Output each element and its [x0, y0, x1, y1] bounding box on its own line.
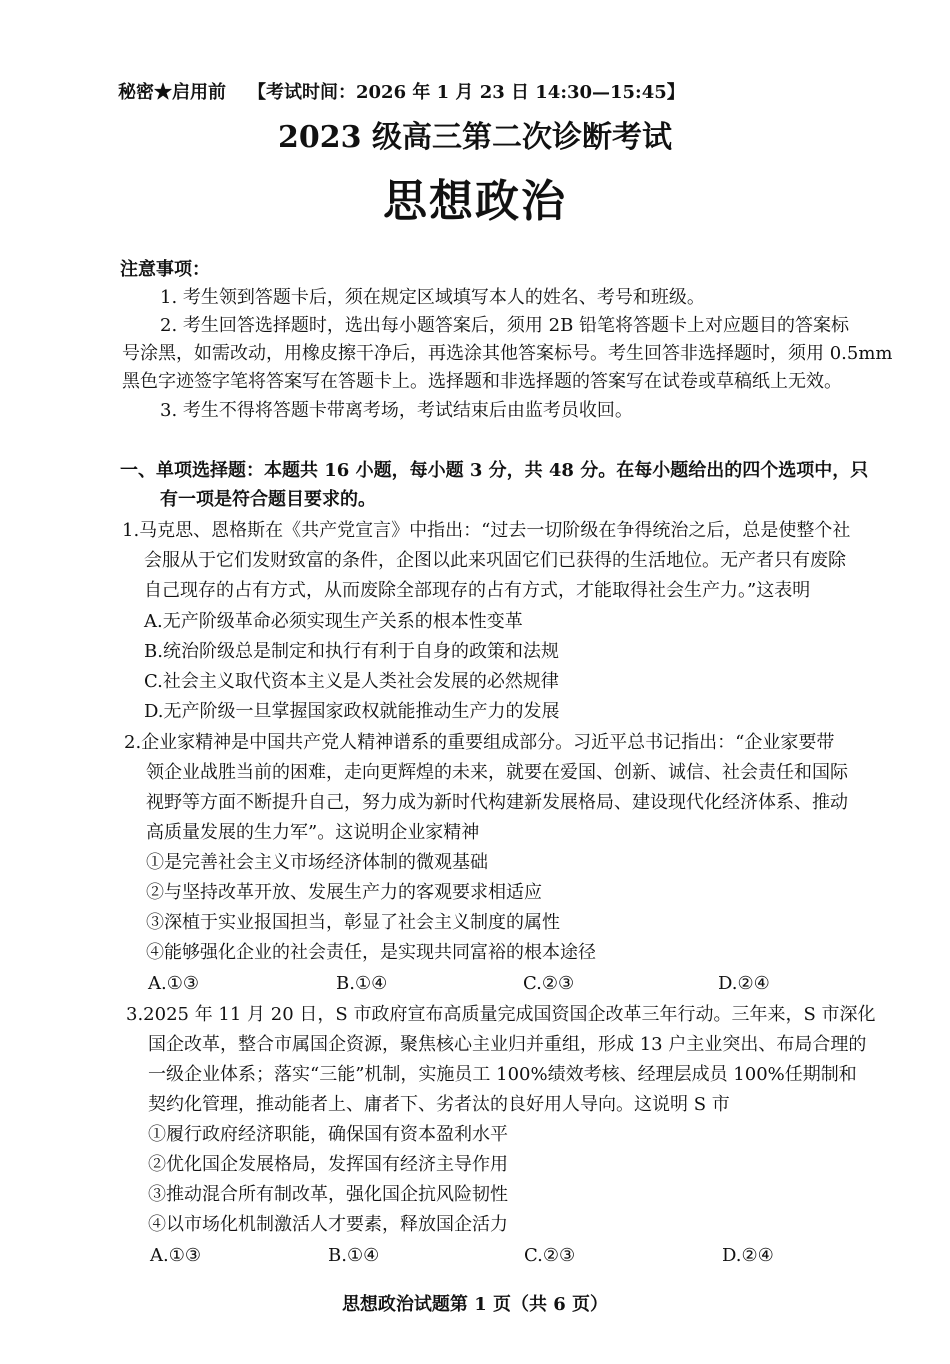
statement-3: ③推动混合所有制改革，强化国企抗风险韧性	[148, 1184, 508, 1205]
question-stem: 3.2025 年 11 月 20 日，S 市政府宣布高质量完成国资国企改革三年行动。三年来，S 市深化	[126, 1004, 876, 1025]
question-stem: 会服从于它们发财致富的条件，企图以此来巩固它们已获得的生活地位。无产者只有废除	[144, 550, 846, 571]
option-b: B.统治阶级总是制定和执行有利于自身的政策和法规	[144, 641, 559, 662]
confidential-label: 秘密★启用前	[118, 82, 226, 103]
question-stem: 2.企业家精神是中国共产党人精神谱系的重要组成部分。习近平总书记指出：“企业家要带	[124, 732, 835, 753]
choice-a: A.①③	[150, 1245, 201, 1266]
notice-line: 1. 考生领到答题卡后，须在规定区域填写本人的姓名、考号和班级。	[160, 287, 705, 308]
subject-title: 思想政治	[383, 176, 567, 227]
option-c: C.社会主义取代资本主义是人类社会发展的必然规律	[144, 671, 559, 692]
notice-heading: 注意事项：	[120, 259, 210, 280]
choice-b: B.①④	[336, 973, 388, 994]
exam-time: 【考试时间：2026 年 1 月 23 日 14:30—15:45】	[248, 82, 685, 103]
question-stem: 高质量发展的生力军”。这说明企业家精神	[146, 822, 480, 843]
statement-4: ④能够强化企业的社会责任，是实现共同富裕的根本途径	[146, 942, 596, 963]
notice-line: 号涂黑，如需改动，用橡皮擦干净后，再选涂其他答案标号。考生回答非选择题时，须用 0.5mm	[122, 343, 893, 364]
statement-3: ③深植于实业报国担当，彰显了社会主义制度的属性	[146, 912, 560, 933]
choice-c: C.②③	[523, 973, 575, 994]
choice-b: B.①④	[328, 1245, 380, 1266]
question-stem: 1.马克思、恩格斯在《共产党宣言》中指出：“过去一切阶级在争得统治之后，总是使整个社	[122, 520, 851, 541]
choice-d: D.②④	[722, 1245, 774, 1266]
notice-line: 2. 考生回答选择题时，选出每小题答案后，须用 2B 铅笔将答题卡上对应题目的答案标	[160, 315, 850, 336]
statement-1: ①是完善社会主义市场经济体制的微观基础	[146, 852, 488, 873]
question-stem: 自己现存的占有方式，从而废除全部现存的占有方式，才能取得社会生产力。”这表明	[144, 580, 811, 601]
option-d: D.无产阶级一旦掌握国家政权就能推动生产力的发展	[144, 701, 560, 722]
question-stem: 契约化管理，推动能者上、庸者下、劣者汰的良好用人导向。这说明 S 市	[148, 1094, 730, 1115]
statement-2: ②与坚持改革开放、发展生产力的客观要求相适应	[146, 882, 542, 903]
question-stem: 视野等方面不断提升自己，努力成为新时代构建新发展格局、建设现代化经济体系、推动	[146, 792, 848, 813]
question-stem: 一级企业体系；落实“三能”机制，实施员工 100%绩效考核、经理层成员 100%任期制和	[148, 1064, 857, 1085]
choice-a: A.①③	[148, 973, 199, 994]
question-stem: 国企改革，整合市属国企资源，聚焦核心主业归并重组，形成 13 户主业突出、布局合理的	[148, 1034, 867, 1055]
statement-1: ①履行政府经济职能，确保国有资本盈利水平	[148, 1124, 508, 1145]
exam-title: 2023 级高三第二次诊断考试	[278, 120, 672, 155]
choice-d: D.②④	[718, 973, 770, 994]
exam-header	[118, 78, 685, 104]
option-a: A.无产阶级革命必须实现生产关系的根本性变革	[144, 611, 523, 632]
page-footer: 思想政治试题第 1 页（共 6 页）	[341, 1294, 609, 1315]
section-heading: 一、单项选择题：本题共 16 小题，每小题 3 分，共 48 分。在每小题给出的四个选项中，只	[120, 460, 869, 481]
choice-c: C.②③	[524, 1245, 576, 1266]
notice-line: 黑色字迹签字笔将答案写在答题卡上。选择题和非选择题的答案写在试卷或草稿纸上无效。	[122, 371, 842, 392]
notice-line: 3. 考生不得将答题卡带离考场，考试结束后由监考员收回。	[160, 400, 633, 421]
statement-4: ④以市场化机制激活人才要素，释放国企活力	[148, 1214, 508, 1235]
question-stem: 领企业战胜当前的困难，走向更辉煌的未来，就要在爱国、创新、诚信、社会责任和国际	[146, 762, 848, 783]
section-heading-cont: 有一项是符合题目要求的。	[160, 489, 376, 510]
statement-2: ②优化国企发展格局，发挥国有经济主导作用	[148, 1154, 508, 1175]
